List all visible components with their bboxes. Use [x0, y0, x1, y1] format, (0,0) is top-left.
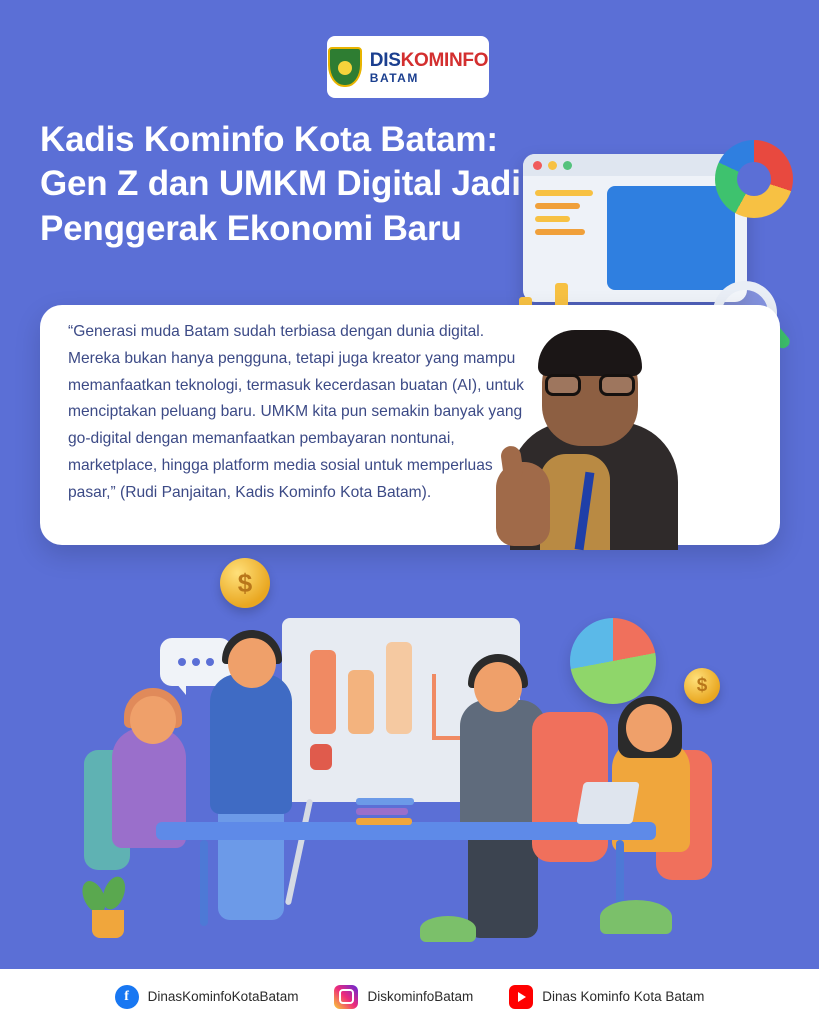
- plant-decoration: [78, 858, 138, 938]
- social-youtube[interactable]: [509, 985, 704, 1009]
- pie-chart-graphic: [570, 618, 656, 704]
- social-instagram[interactable]: [334, 985, 473, 1009]
- logo-wordmark: [370, 51, 488, 84]
- page-title: Kadis Kominfo Kota Batam: Gen Z dan UMKM Digital Jadi Penggerak Ekonomi Baru: [40, 120, 521, 248]
- portrait-shirt: [540, 454, 610, 550]
- window-close-dot-icon: [533, 161, 542, 170]
- logo-text-kominfo: KOMINFO: [400, 49, 489, 71]
- line-chart-panel-graphic: [607, 186, 735, 290]
- portrait-thumbs-up-hand: [496, 462, 550, 546]
- coin-large-icon: $: [220, 558, 270, 608]
- team-meeting-illustration: [60, 600, 760, 955]
- footer-social-bar: [0, 969, 819, 1024]
- batam-crest-icon: [328, 47, 362, 87]
- facebook-icon: f: [115, 985, 139, 1009]
- window-titlebar-graphic: [523, 154, 747, 176]
- easel-leg-left: [285, 799, 313, 906]
- window-minimize-dot-icon: [548, 161, 557, 170]
- logo-text-dis: DIS: [369, 49, 401, 71]
- youtube-handle: Dinas Kominfo Kota Batam: [542, 989, 705, 1004]
- person-seated-left-head: [130, 696, 176, 744]
- person-seated-right-head: [626, 704, 672, 752]
- donut-chart-graphic: [715, 140, 793, 218]
- person-standing-left-body: [210, 674, 292, 814]
- bush-decoration-center: [420, 916, 476, 942]
- portrait-glasses: [545, 374, 635, 396]
- logo-text-batam: BATAM: [369, 70, 419, 85]
- person-standing-left-legs: [218, 800, 284, 920]
- person-standing-left-head: [228, 638, 276, 688]
- person-presenting-head: [474, 662, 522, 712]
- laptop-graphic: [576, 782, 639, 824]
- logo-badge: [327, 36, 489, 98]
- books-stack-graphic: [356, 798, 414, 824]
- portrait-hair: [538, 330, 642, 376]
- portrait-photo: [488, 322, 698, 550]
- bush-decoration-right: [600, 900, 672, 934]
- facebook-handle: DinasKominfoKotaBatam: [147, 989, 299, 1004]
- youtube-icon: [509, 985, 533, 1009]
- window-maximize-dot-icon: [563, 161, 572, 170]
- coin-small-icon: $: [684, 668, 720, 704]
- instagram-handle: DiskominfoBatam: [367, 989, 474, 1004]
- social-facebook[interactable]: [115, 985, 299, 1009]
- quote-text: “Generasi muda Batam sudah terbiasa dengan dunia digital. Mereka bukan hanya pengguna, tetapi juga kreator yang mampu memanfaatkan teknologi, termasuk kecerdasan buatan (AI), untuk menciptakan peluang baru. UMKM kita pun semakin banyak yang go-digital dengan memanfaatkan pembayaran nontunai, marketplace, hingga platform media sosial untuk memperluas pasar,” (Rudi Panjaitan, Kadis Kominfo Kota Batam).: [68, 323, 524, 501]
- table-leg-left: [200, 840, 208, 926]
- instagram-icon: [334, 985, 358, 1009]
